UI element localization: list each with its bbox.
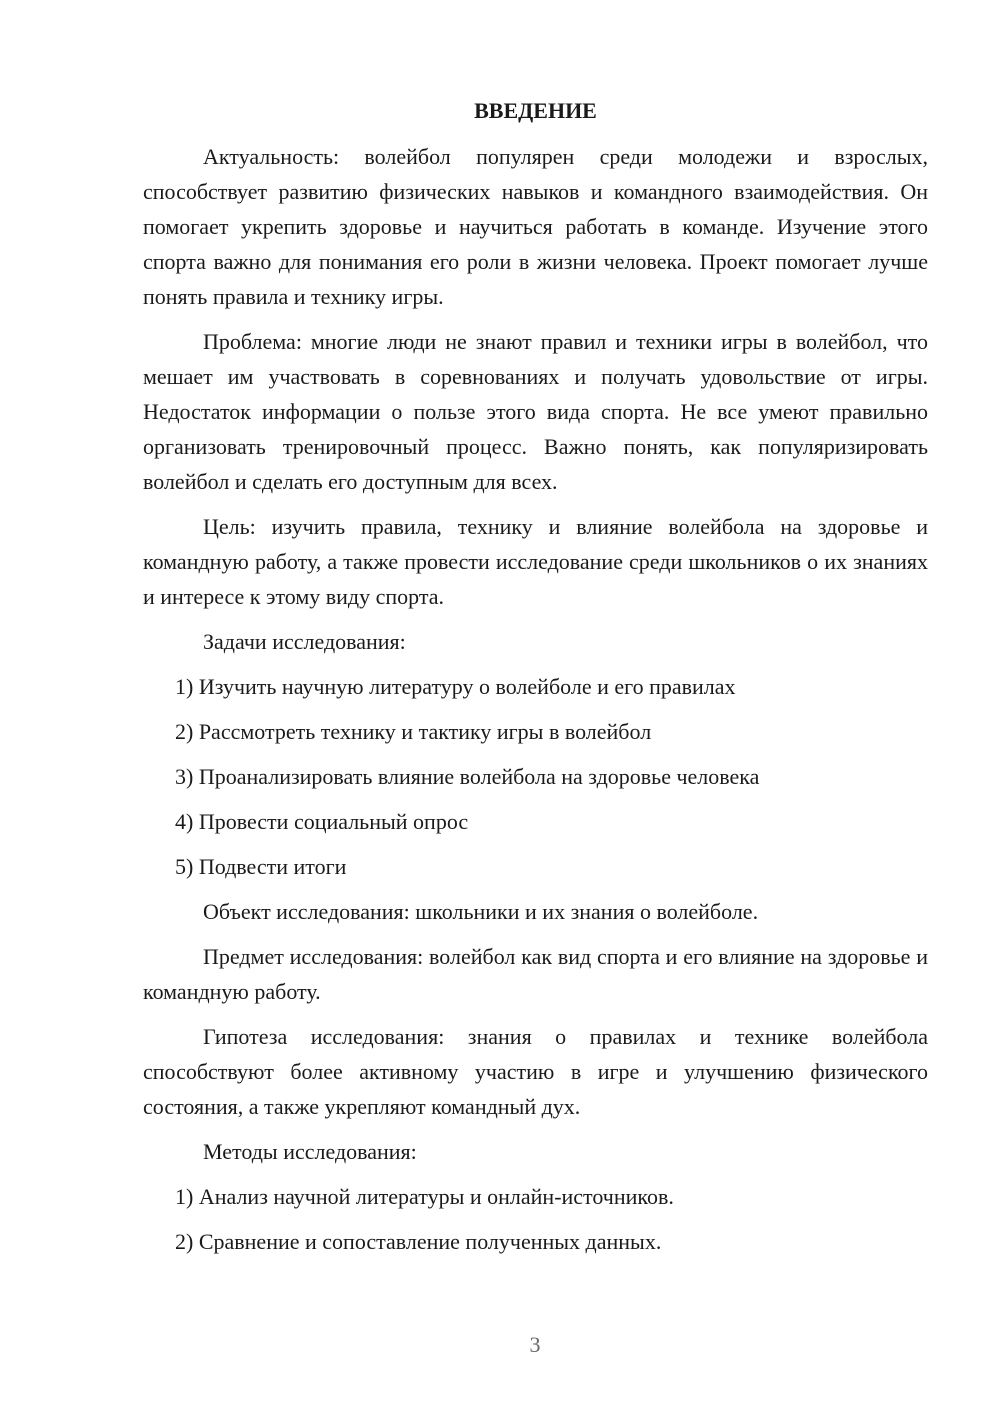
list-item: 1) Изучить научную литературу о волейболе и его правилах: [175, 674, 736, 699]
list-item: 5) Подвести итоги: [175, 854, 347, 879]
problem-paragraph: Проблема: многие люди не знают правил и техники игры в волейбол, что мешает им участвовать в соревнованиях и получать удовольствие от игры. Недостаток информации о пользе этого вида спорта. Не все умеют правильно организовать тренировочный процесс. Важно понять, как популяризировать волейбол и сделать его доступным для всех.: [143, 329, 928, 494]
methods-list: [143, 1179, 928, 1259]
page-number: 3: [529, 1332, 541, 1357]
methods-heading: Методы исследования:: [203, 1139, 417, 1164]
section-title: ВВЕДЕНИЕ: [474, 98, 597, 123]
goal-paragraph: Цель: изучить правила, технику и влияние волейбола на здоровье и командную работу, а также провести исследование среди школьников о их знаниях и интересе к этому виду спорта.: [143, 514, 928, 609]
tasks-heading: Задачи исследования:: [203, 629, 406, 654]
subject-paragraph: Предмет исследования: волейбол как вид спорта и его влияние на здоровье и командную работу.: [143, 944, 928, 1004]
list-item: 1) Анализ научной литературы и онлайн-источников.: [175, 1184, 674, 1209]
list-item: 4) Провести социальный опрос: [175, 809, 469, 834]
page-content: [143, 95, 928, 1269]
relevance-paragraph: Актуальность: волейбол популярен среди молодежи и взрослых, способствует развитию физических навыков и командного взаимодействия. Он помогает укрепить здоровье и научиться работать в команде. Изучение этого спорта важно для понимания его роли в жизни человека. Проект помогает лучше понять правила и технику игры.: [143, 144, 928, 309]
list-item: 2) Сравнение и сопоставление полученных данных.: [175, 1229, 662, 1254]
object-paragraph: Объект исследования: школьники и их знания о волейболе.: [203, 899, 759, 924]
tasks-list: [143, 669, 928, 884]
list-item: 2) Рассмотреть технику и тактику игры в волейбол: [175, 719, 652, 744]
list-item: 3) Проанализировать влияние волейбола на здоровье человека: [175, 764, 760, 789]
hypothesis-paragraph: Гипотеза исследования: знания о правилах и технике волейбола способствуют более активному участию в игре и улучшению физического состояния, а также укрепляют командный дух.: [143, 1024, 928, 1119]
